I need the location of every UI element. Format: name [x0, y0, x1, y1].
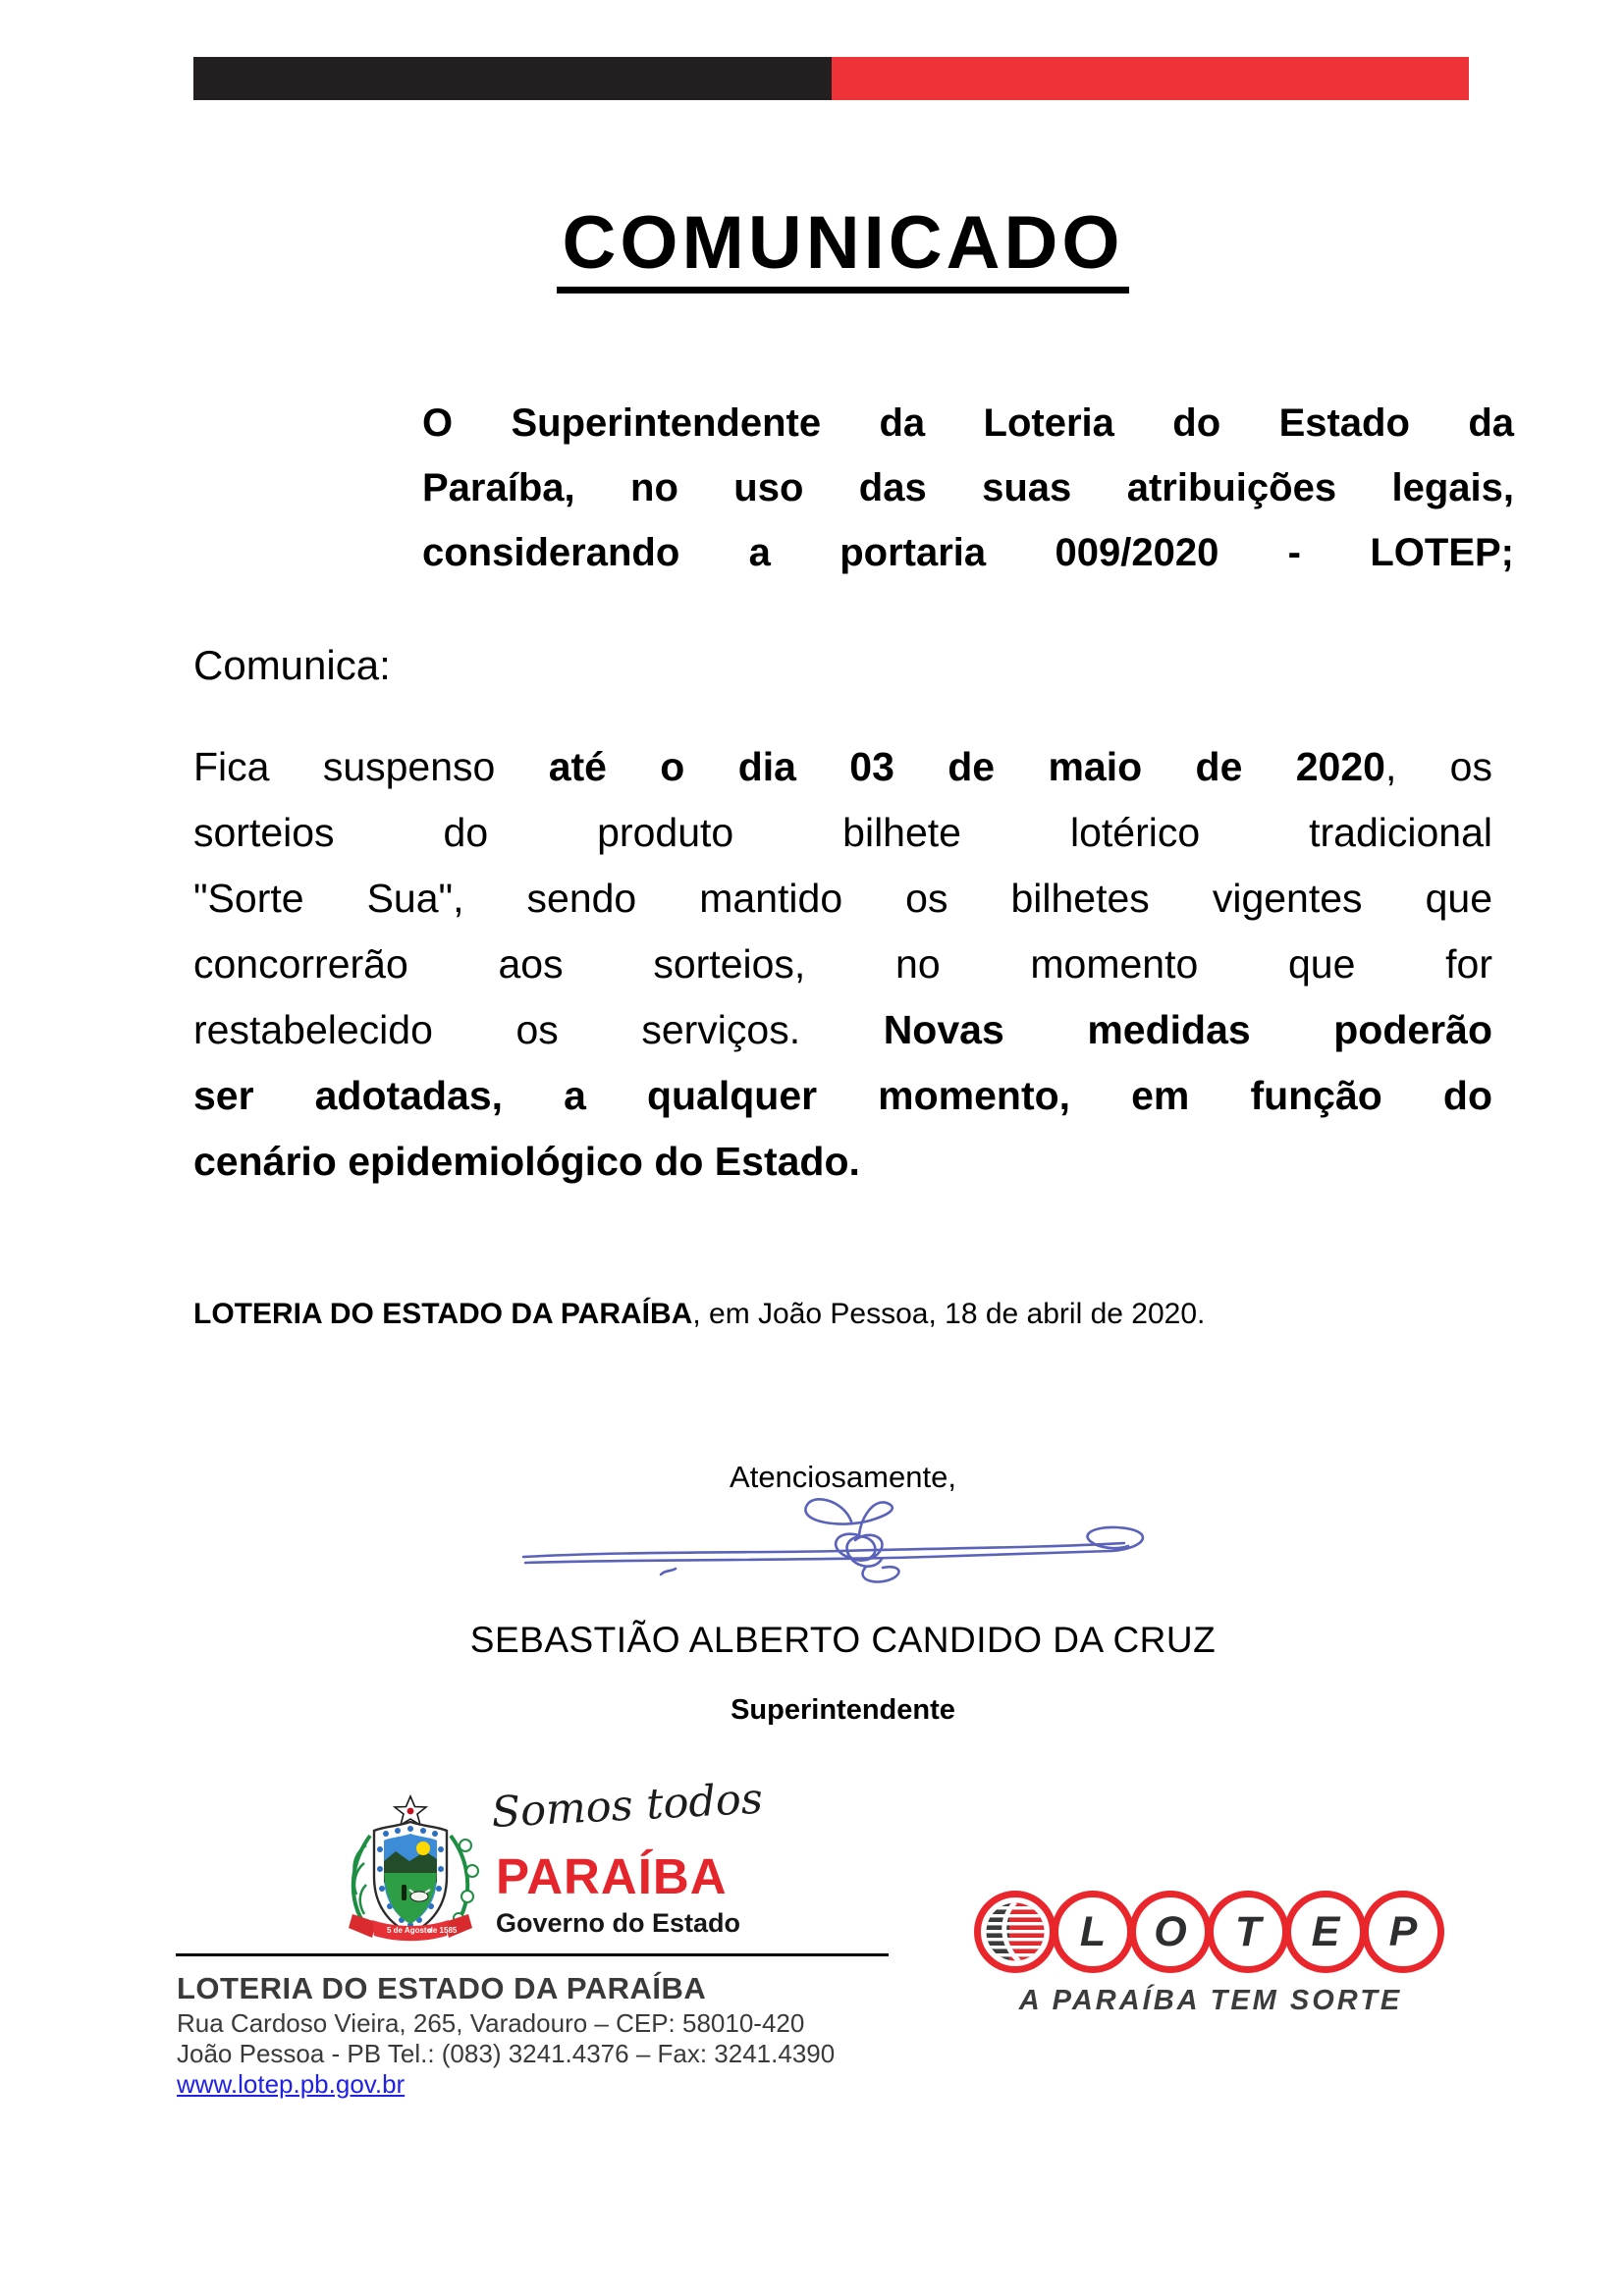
text-segment: Novas medidas poderão	[883, 1007, 1492, 1052]
ribbon-text-left: 5 de Agosto	[387, 1926, 432, 1935]
footer-divider	[176, 1953, 889, 1956]
lotep-letter: L	[1052, 1891, 1134, 1973]
lotep-letter: E	[1284, 1891, 1367, 1973]
text-segment: até o dia 03 de maio de 2020	[548, 744, 1385, 789]
body-line	[193, 734, 1492, 800]
body-line	[193, 997, 1492, 1063]
main-paragraph	[193, 734, 1492, 1195]
body-line	[193, 1063, 1492, 1129]
org-address: Rua Cardoso Vieira, 265, Varadouro – CEP: 58010-420	[177, 2008, 805, 2038]
body-line	[193, 800, 1492, 866]
comunica-label: Comunica:	[193, 642, 391, 688]
intro-line: O Superintendente da Loteria do Estado da	[422, 401, 1514, 445]
footer-address-block	[177, 1969, 835, 2100]
intro-line: considerando a portaria 009/2020 - LOTEP;	[422, 531, 1514, 574]
ribbon-text-right: de 1585	[428, 1926, 458, 1935]
text-segment: "Sorte Sua", sendo mantido os bilhetes vigentes que	[193, 876, 1492, 921]
signatory-name: SEBASTIÃO ALBERTO CANDIDO DA CRUZ	[469, 1620, 1217, 1660]
text-segment: sorteios do produto bilhete lotérico tradicional	[193, 810, 1492, 855]
org-name: LOTERIA DO ESTADO DA PARAÍBA	[177, 1971, 707, 2005]
signatory-role: Superintendente	[731, 1694, 955, 1726]
lotep-striped-globe	[974, 1891, 1056, 1973]
top-bar-black-segment	[193, 57, 832, 100]
body-line	[193, 1129, 1492, 1195]
org-website-link[interactable]: www.lotep.pb.gov.br	[177, 2069, 406, 2099]
lotep-letter: T	[1207, 1891, 1289, 1973]
lotep-tagline: A PARAÍBA TEM SORTE	[1018, 1985, 1403, 2016]
salutation: Atenciosamente,	[730, 1460, 956, 1494]
org-phone: João Pessoa - PB Tel.: (083) 3241.4376 – Fax: 3241.4390	[177, 2039, 836, 2068]
page-title: COMUNICADO	[557, 204, 1130, 294]
striped-globe-icon	[985, 1901, 1046, 1962]
place-date-line	[193, 1296, 1205, 1333]
lotep-logo	[974, 1891, 1444, 1973]
gov-logo-script: Somos todos	[490, 1774, 765, 1838]
body-line	[193, 932, 1492, 997]
text-segment: cenário epidemiológico do Estado.	[193, 1139, 860, 1184]
top-color-bar	[193, 57, 1469, 100]
gov-logo-name: PARAÍBA	[496, 1848, 728, 1904]
handwritten-signature	[515, 1480, 1173, 1596]
body-line	[193, 866, 1492, 932]
intro-line: Paraíba, no uso das suas atribuições legais,	[422, 466, 1514, 509]
lotep-letter: P	[1362, 1891, 1444, 1973]
intro-paragraph	[422, 391, 1514, 585]
top-bar-red-segment	[832, 57, 1470, 100]
lotep-letter: O	[1129, 1891, 1212, 1973]
text-segment: , os	[1384, 744, 1492, 789]
text-segment: concorrerão aos sorteios, no momento que for	[193, 941, 1492, 987]
text-segment: ser adotadas, a qualquer momento, em função do	[193, 1073, 1492, 1118]
paraiba-coat-of-arms	[337, 1794, 484, 1946]
gov-logo-subtitle: Governo do Estado	[496, 1908, 741, 1938]
text-segment: Fica suspenso	[193, 744, 549, 789]
title-block	[193, 201, 1492, 294]
text-segment: , em João Pessoa, 18 de abril de 2020.	[692, 1298, 1206, 1330]
text-segment: restabelecido os serviços.	[193, 1007, 884, 1052]
text-segment: LOTERIA DO ESTADO DA PARAÍBA	[193, 1298, 693, 1330]
